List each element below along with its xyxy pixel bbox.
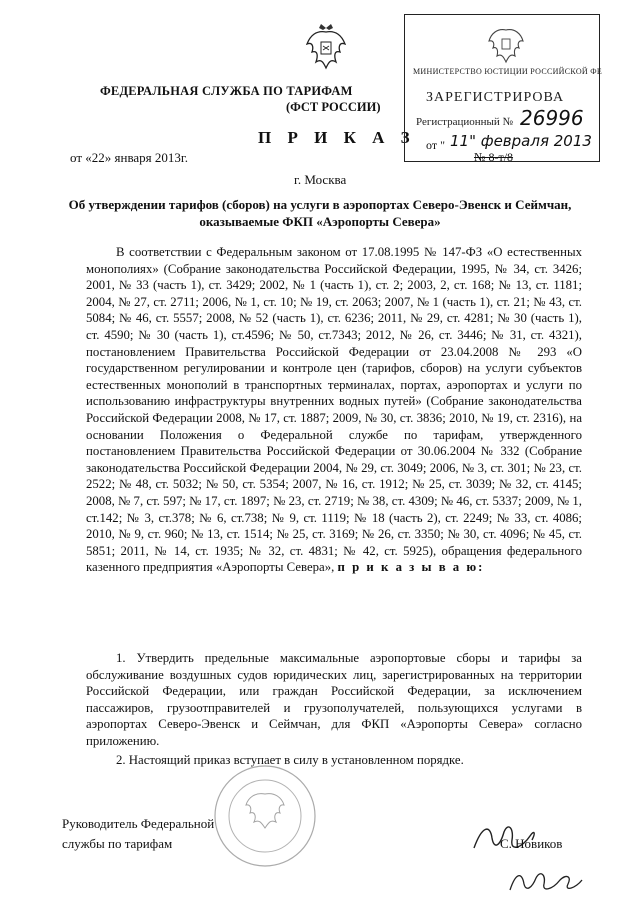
signer-position-line2: службы по тарифам [62,836,173,851]
agency-name: ФЕДЕРАЛЬНАЯ СЛУЖБА ПО ТАРИФАМ [100,84,353,98]
signer-name: С. Новиков [500,836,563,851]
document-city: г. Москва [294,172,347,187]
preamble-paragraph [86,244,582,576]
stamp-regno-label: Регистрационный № [416,116,514,128]
stamp-ministry: МИНИСТЕРСТВО ЮСТИЦИИ РОССИЙСКОЙ ФЕ [413,67,603,76]
stamp-regno-value: 26996 [520,106,584,130]
stamp-struck-number: № 8-т/8 [474,150,514,164]
signer-position-line1: Руководитель Федеральной [62,816,215,831]
document-date: от «22» января 2013г. [70,150,189,165]
order-word: п р и к а з ы в а ю: [337,560,485,575]
signer-position [62,814,214,854]
document-subject: Об утверждении тарифов (сборов) на услуги в аэропортах Северо-Эвенск и Сеймчан, оказываемые ФКП «Аэропорты Севера» [68,197,572,229]
stamp-date-value: 11" февраля 2013 [450,132,592,150]
handwritten-initials [506,866,586,896]
preamble-text: В соответствии с Федеральным законом от 17.08.1995 № 147-ФЗ «О естественных монополиях» (Собрание законодательства Российской Федерации, 1995, № 34, ст. 3426; 2001, № 33 (часть 1), ст. 3429; 2002, № 1 (часть 1), ст. 2; 2003, 2, ст. 168; № 13, ст. 1181; 2004, № 27, ст. 2711; 2006, № 1, ст. 10; № 19, ст. 2063; 2007, № 1 (часть 1), ст. 21; № 43, ст. 5084; № 46, ст. 5557; 2008, № 52 (часть 1), ст. 6236; 2011, № 29, ст. 4281; № 30 (часть 1), ст. 4590; № 30 (часть 1), ст.4596; № 50, ст.7343; 2012, № 26, ст. 3446; № 31, ст. 4321), постановлением Правительства Российской Федерации от 23.04.2008 № 293 «О государственном регулировании и контроле цен (тарифов, сборов) на услуги субъектов естественных монополий в транспортных терминалах, портах, аэропортах и услуги по использованию инфраструктуры внутренних водных путей» (Собрание законодательства Российской Федерации 2008, № 17, ст. 1887; 2009, № 30, ст. 3836; 2010, № 19, ст. 2316), на основании Положения о Федеральной службе по тарифам, утвержденного постановлением Правительства Российской Федерации от 30.06.2004 № 332 (Собрание законодательства Российской Федерации 2004, № 29, ст. 3049; 2006, № 3, ст. 301; № 23, ст. 2522; № 48, ст. 5032; № 50, ст. 5354; 2007, № 16, ст. 1912; № 25, ст. 3039; № 32, ст. 4145; 2008, № 7, ст. 597; № 17, ст. 1897; № 23, ст. 2719; № 38, ст. 4309; № 46, ст. 5337; 2009, № 1, ст.142; № 3, ст.378; № 6, ст.738; № 9, ст. 1119; № 18 (часть 2), ст. 2249; № 33, ст. 4086; 2010, № 9, ст. 960; № 13, ст. 1514; № 25, ст. 3169; № 26, ст. 3350; № 30, ст. 4096; № 45, ст. 5851; 2011, № 14, ст. 1935; № 32, ст. 4831; № 42, ст. 5925), обращения федерального казенного предприятия «Аэропорты Севера», [86,245,582,575]
document-title: П Р И К А З [258,128,416,147]
clause-2: 2. Настоящий приказ вступает в силу в установленном порядке. [116,753,464,767]
round-seal-stamp [200,758,330,868]
coat-of-arms-emblem [304,22,348,72]
clause-1: 1. Утвердить предельные максимальные аэропортовые сборы и тарифы за обслуживание воздушных судов юридических лиц, зарегистрированных на территории Российской Федерации, или граждан Российской Федерации, за исключением пассажиров, грузоотправителей и грузополучателей, пользующихся услугами в аэропортах Северо-Эвенск и Сеймчан, для ФКП «Аэропорты Севера» согласно приложению. [86,651,582,748]
stamp-date-prefix: от " [426,138,445,152]
stamp-registered: ЗАРЕГИСТРИРОВА [426,90,565,105]
stamp-emblem-icon [486,22,526,64]
agency-abbreviation: (ФСТ РОССИИ) [286,100,381,114]
